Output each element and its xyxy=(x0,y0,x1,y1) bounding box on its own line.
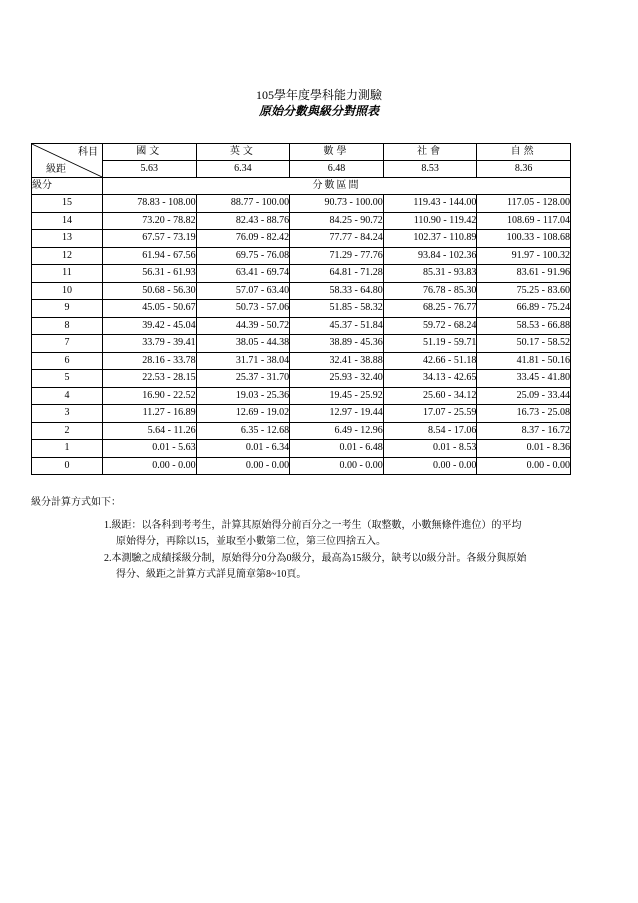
score-table-body xyxy=(32,195,571,475)
range-cell-english: 88.77 - 100.00 xyxy=(196,195,290,213)
range-header-row xyxy=(32,178,571,195)
range-cell-social: 51.19 - 59.71 xyxy=(383,335,477,353)
distance-value-social: 8.53 xyxy=(383,161,477,178)
note-level-system xyxy=(104,551,574,583)
range-cell-science: 50.17 - 58.52 xyxy=(477,335,571,353)
range-cell-english: 69.75 - 76.08 xyxy=(196,247,290,265)
range-cell-math: 19.45 - 25.92 xyxy=(290,387,384,405)
range-cell-chinese: 45.05 - 50.67 xyxy=(103,300,197,318)
range-cell-science: 66.89 - 75.24 xyxy=(477,300,571,318)
range-cell-chinese: 11.27 - 16.89 xyxy=(103,405,197,423)
range-cell-math: 90.73 - 100.00 xyxy=(290,195,384,213)
range-cell-english: 50.73 - 57.06 xyxy=(196,300,290,318)
range-cell-english: 25.37 - 31.70 xyxy=(196,370,290,388)
distance-value-math: 6.48 xyxy=(290,161,384,178)
level-column-header: 級分 xyxy=(32,178,103,195)
table-row xyxy=(32,422,571,440)
range-cell-english: 12.69 - 19.02 xyxy=(196,405,290,423)
table-row xyxy=(32,230,571,248)
level-cell: 6 xyxy=(32,352,103,370)
subject-header-math: 數學 xyxy=(290,144,384,161)
range-cell-science: 108.69 - 117.04 xyxy=(477,212,571,230)
table-row xyxy=(32,265,571,283)
range-cell-english: 19.03 - 25.36 xyxy=(196,387,290,405)
range-cell-chinese: 5.64 - 11.26 xyxy=(103,422,197,440)
subject-header-row xyxy=(32,144,571,161)
note-distance xyxy=(104,518,574,550)
range-cell-english: 0.01 - 6.34 xyxy=(196,440,290,458)
table-row xyxy=(32,387,571,405)
level-cell: 4 xyxy=(32,387,103,405)
range-cell-chinese: 33.79 - 39.41 xyxy=(103,335,197,353)
level-cell: 14 xyxy=(32,212,103,230)
range-cell-chinese: 67.57 - 73.19 xyxy=(103,230,197,248)
range-cell-science: 58.53 - 66.88 xyxy=(477,317,571,335)
subject-header-english: 英文 xyxy=(196,144,290,161)
range-cell-science: 33.45 - 41.80 xyxy=(477,370,571,388)
range-cell-social: 0.01 - 8.53 xyxy=(383,440,477,458)
range-cell-social: 68.25 - 76.77 xyxy=(383,300,477,318)
table-row xyxy=(32,352,571,370)
distance-corner-label: 級距 xyxy=(46,164,66,175)
range-cell-social: 93.84 - 102.36 xyxy=(383,247,477,265)
range-cell-math: 25.93 - 32.40 xyxy=(290,370,384,388)
range-cell-science: 41.81 - 50.16 xyxy=(477,352,571,370)
table-row xyxy=(32,335,571,353)
table-row xyxy=(32,282,571,300)
range-cell-social: 110.90 - 119.42 xyxy=(383,212,477,230)
range-cell-math: 64.81 - 71.28 xyxy=(290,265,384,283)
range-cell-science: 0.00 - 0.00 xyxy=(477,457,571,475)
range-cell-chinese: 50.68 - 56.30 xyxy=(103,282,197,300)
range-cell-science: 117.05 - 128.00 xyxy=(477,195,571,213)
range-cell-chinese: 0.00 - 0.00 xyxy=(103,457,197,475)
range-cell-social: 102.37 - 110.89 xyxy=(383,230,477,248)
range-cell-chinese: 16.90 - 22.52 xyxy=(103,387,197,405)
range-cell-chinese: 0.01 - 5.63 xyxy=(103,440,197,458)
note-distance-line-2: 原始得分，再除以15，並取至小數第二位，第三位四捨五入。 xyxy=(116,536,386,547)
note-level-system-line-1: 2.本測驗之成績採級分制，原始得分0分為0級分，最高為15級分，缺考以0級分計。各級分與原始 xyxy=(104,553,527,564)
corner-header-cell xyxy=(32,144,103,178)
score-conversion-table xyxy=(31,143,571,475)
range-cell-social: 0.00 - 0.00 xyxy=(383,457,477,475)
range-cell-math: 45.37 - 51.84 xyxy=(290,317,384,335)
subject-header-chinese: 國文 xyxy=(103,144,197,161)
range-cell-science: 91.97 - 100.32 xyxy=(477,247,571,265)
range-cell-math: 12.97 - 19.44 xyxy=(290,405,384,423)
range-cell-chinese: 56.31 - 61.93 xyxy=(103,265,197,283)
range-cell-chinese: 28.16 - 33.78 xyxy=(103,352,197,370)
table-row xyxy=(32,405,571,423)
range-cell-math: 32.41 - 38.88 xyxy=(290,352,384,370)
range-cell-science: 0.01 - 8.36 xyxy=(477,440,571,458)
range-cell-social: 17.07 - 25.59 xyxy=(383,405,477,423)
table-row xyxy=(32,317,571,335)
range-cell-english: 38.05 - 44.38 xyxy=(196,335,290,353)
level-cell: 7 xyxy=(32,335,103,353)
subject-header-science: 自然 xyxy=(477,144,571,161)
range-header: 分數區間 xyxy=(103,178,571,195)
level-cell: 2 xyxy=(32,422,103,440)
range-cell-math: 84.25 - 90.72 xyxy=(290,212,384,230)
subject-corner-label: 科目 xyxy=(78,147,98,158)
level-cell: 12 xyxy=(32,247,103,265)
range-cell-science: 8.37 - 16.72 xyxy=(477,422,571,440)
range-cell-social: 25.60 - 34.12 xyxy=(383,387,477,405)
range-cell-english: 82.43 - 88.76 xyxy=(196,212,290,230)
level-cell: 8 xyxy=(32,317,103,335)
range-cell-math: 51.85 - 58.32 xyxy=(290,300,384,318)
notes-heading: 級分計算方式如下： xyxy=(31,497,121,508)
range-cell-chinese: 39.42 - 45.04 xyxy=(103,317,197,335)
table-row xyxy=(32,195,571,213)
range-cell-science: 75.25 - 83.60 xyxy=(477,282,571,300)
range-cell-science: 100.33 - 108.68 xyxy=(477,230,571,248)
subject-header-social: 社會 xyxy=(383,144,477,161)
table-row xyxy=(32,212,571,230)
range-cell-english: 57.07 - 63.40 xyxy=(196,282,290,300)
distance-value-chinese: 5.63 xyxy=(103,161,197,178)
range-cell-science: 83.61 - 91.96 xyxy=(477,265,571,283)
table-row xyxy=(32,457,571,475)
level-cell: 5 xyxy=(32,370,103,388)
range-cell-math: 38.89 - 45.36 xyxy=(290,335,384,353)
range-cell-english: 6.35 - 12.68 xyxy=(196,422,290,440)
table-row xyxy=(32,440,571,458)
range-cell-math: 71.29 - 77.76 xyxy=(290,247,384,265)
range-cell-social: 8.54 - 17.06 xyxy=(383,422,477,440)
range-cell-english: 76.09 - 82.42 xyxy=(196,230,290,248)
table-row xyxy=(32,300,571,318)
range-cell-english: 44.39 - 50.72 xyxy=(196,317,290,335)
range-cell-chinese: 61.94 - 67.56 xyxy=(103,247,197,265)
table-row xyxy=(32,370,571,388)
level-cell: 11 xyxy=(32,265,103,283)
distance-value-english: 6.34 xyxy=(196,161,290,178)
level-cell: 9 xyxy=(32,300,103,318)
range-cell-math: 0.00 - 0.00 xyxy=(290,457,384,475)
range-cell-chinese: 78.83 - 108.00 xyxy=(103,195,197,213)
level-cell: 0 xyxy=(32,457,103,475)
distance-row xyxy=(32,161,571,178)
range-cell-chinese: 73.20 - 78.82 xyxy=(103,212,197,230)
level-cell: 3 xyxy=(32,405,103,423)
range-cell-english: 63.41 - 69.74 xyxy=(196,265,290,283)
range-cell-science: 25.09 - 33.44 xyxy=(477,387,571,405)
range-cell-math: 58.33 - 64.80 xyxy=(290,282,384,300)
range-cell-social: 42.66 - 51.18 xyxy=(383,352,477,370)
note-level-system-line-2: 得分、級距之計算方式詳見簡章第8~10頁。 xyxy=(116,569,307,580)
range-cell-english: 0.00 - 0.00 xyxy=(196,457,290,475)
range-cell-social: 85.31 - 93.83 xyxy=(383,265,477,283)
range-cell-math: 77.77 - 84.24 xyxy=(290,230,384,248)
document-title: 105學年度學科能力測驗 xyxy=(255,88,382,102)
document-subtitle: 原始分數與級分對照表 xyxy=(258,104,379,118)
range-cell-english: 31.71 - 38.04 xyxy=(196,352,290,370)
table-row xyxy=(32,247,571,265)
level-cell: 1 xyxy=(32,440,103,458)
distance-value-science: 8.36 xyxy=(477,161,571,178)
range-cell-chinese: 22.53 - 28.15 xyxy=(103,370,197,388)
range-cell-social: 34.13 - 42.65 xyxy=(383,370,477,388)
range-cell-social: 119.43 - 144.00 xyxy=(383,195,477,213)
level-cell: 13 xyxy=(32,230,103,248)
level-cell: 15 xyxy=(32,195,103,213)
range-cell-social: 59.72 - 68.24 xyxy=(383,317,477,335)
note-distance-line-1: 1.級距：以各科到考考生，計算其原始得分前百分之一考生（取整數，小數無條件進位）的平均 xyxy=(104,520,522,531)
level-cell: 10 xyxy=(32,282,103,300)
range-cell-math: 6.49 - 12.96 xyxy=(290,422,384,440)
range-cell-social: 76.78 - 85.30 xyxy=(383,282,477,300)
range-cell-math: 0.01 - 6.48 xyxy=(290,440,384,458)
range-cell-science: 16.73 - 25.08 xyxy=(477,405,571,423)
